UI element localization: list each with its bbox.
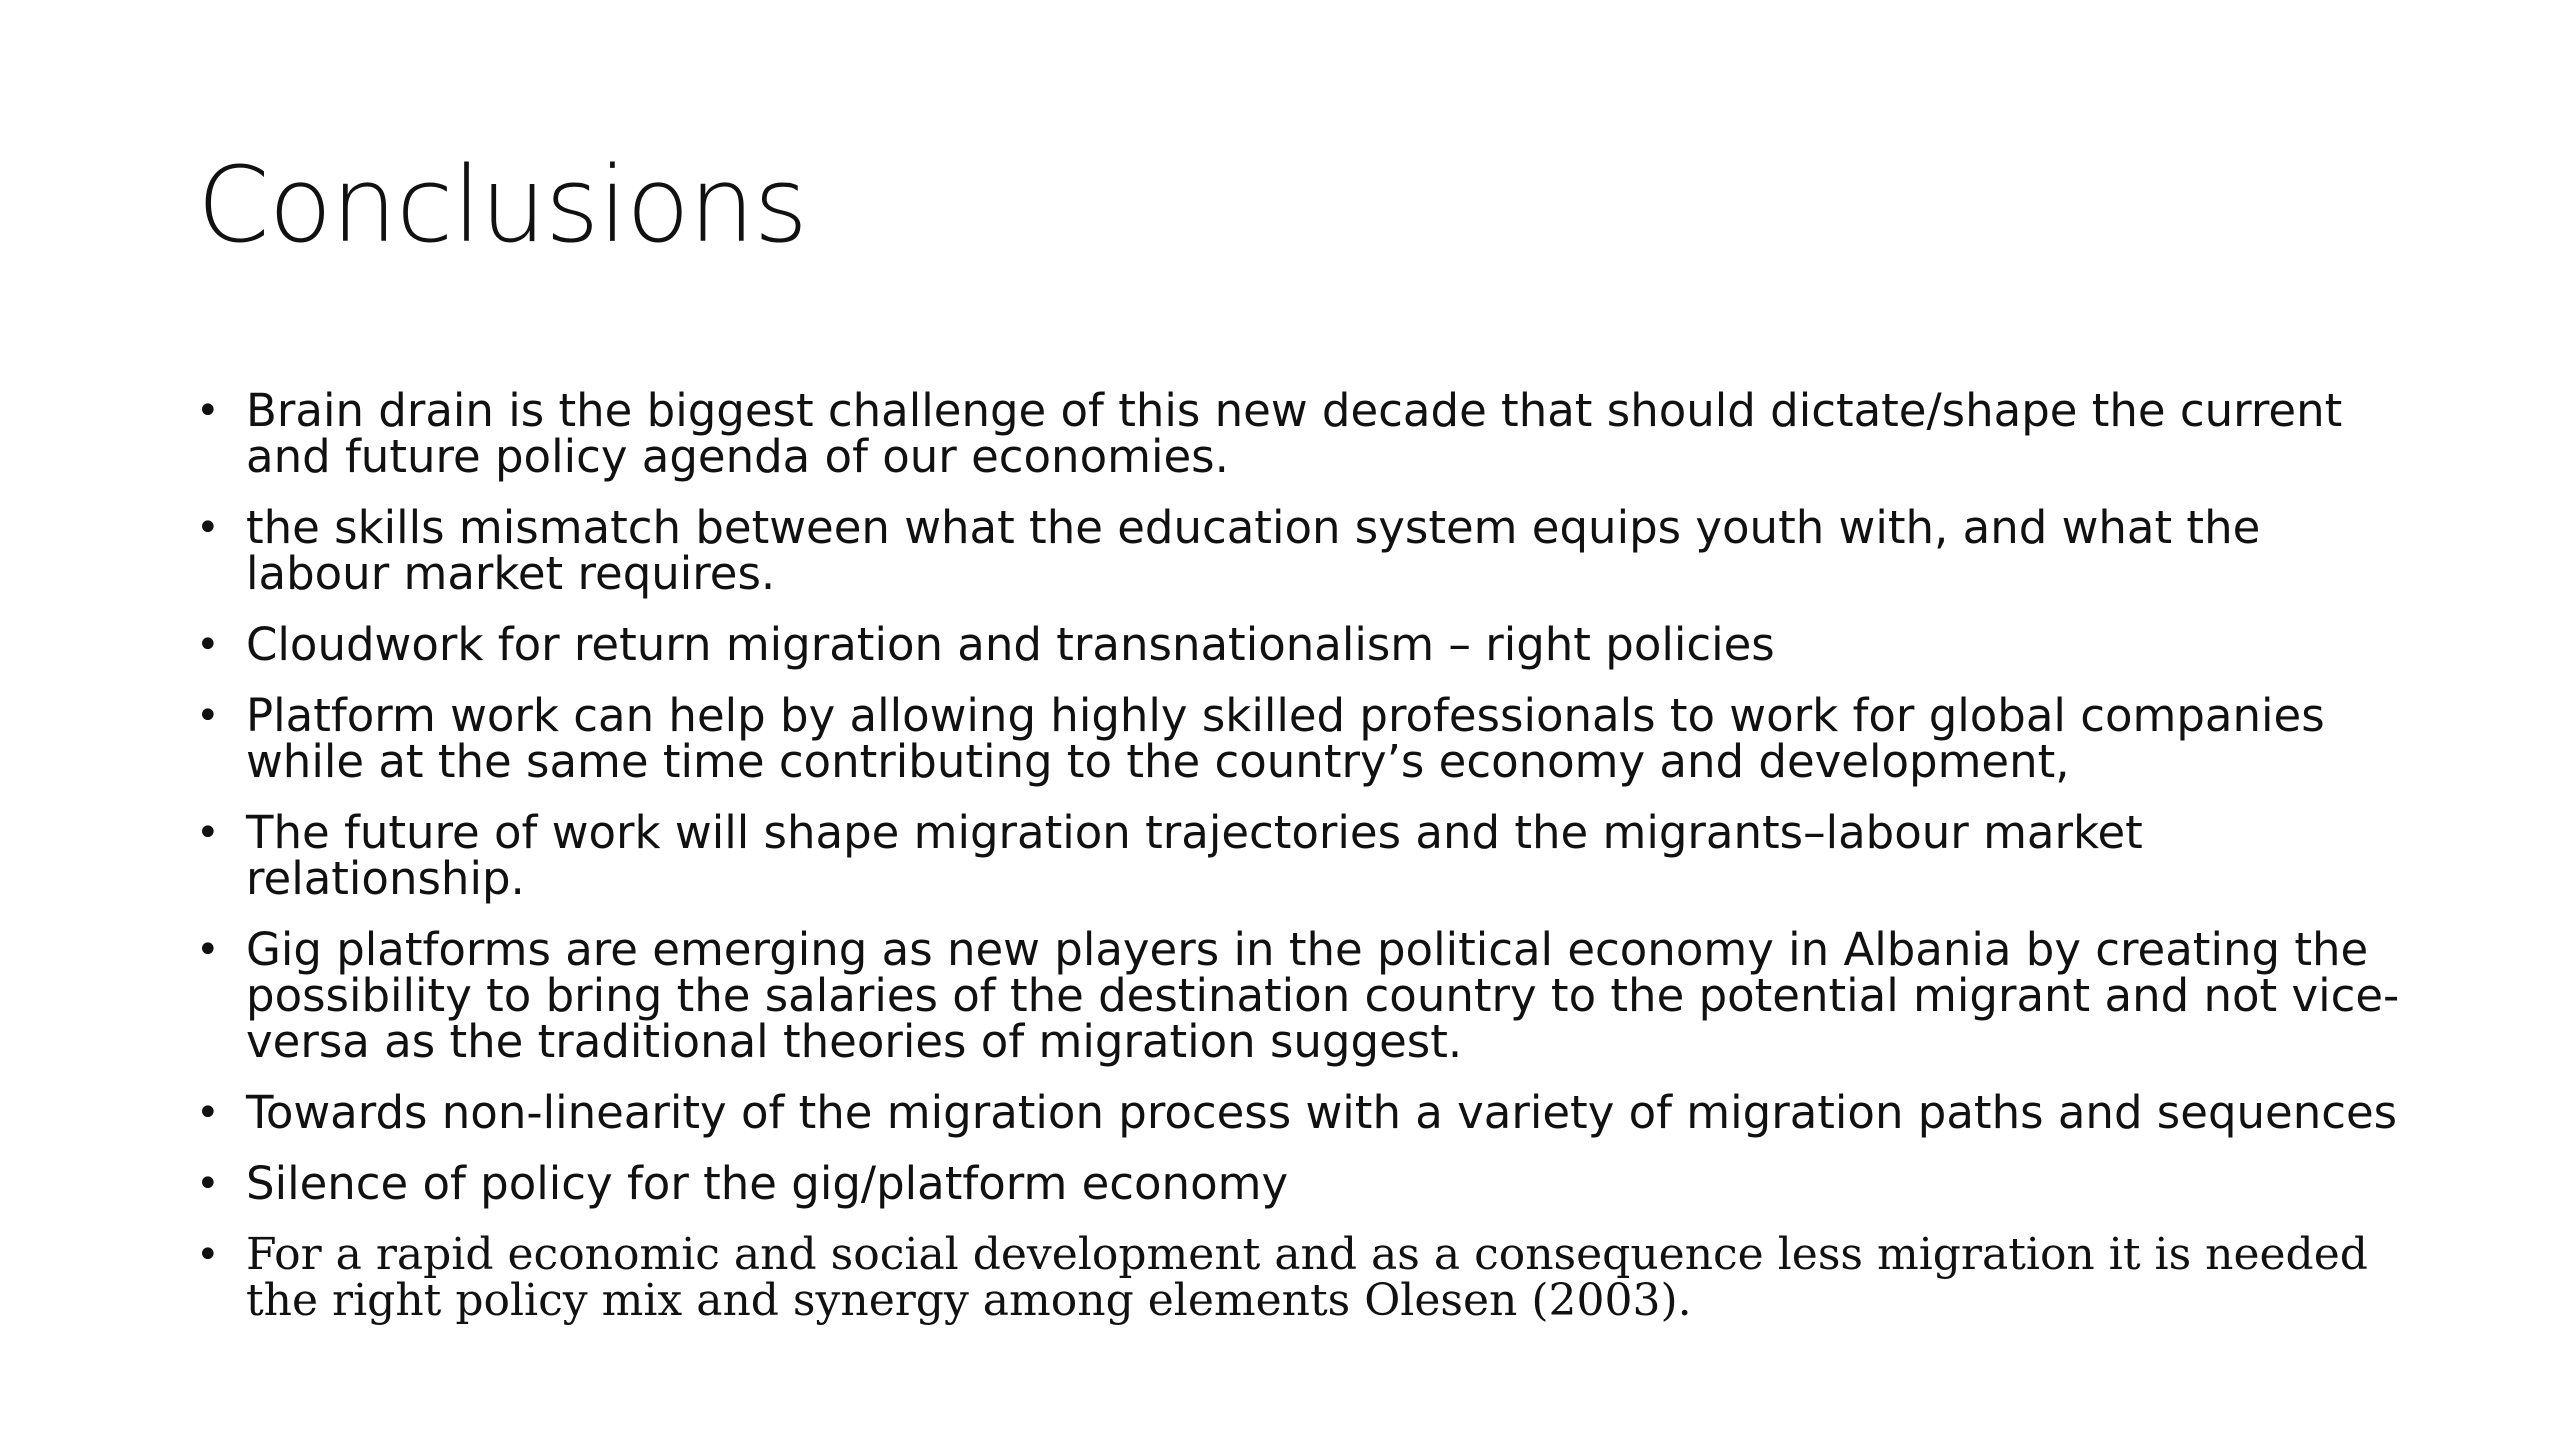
bullet-item [196, 689, 2406, 788]
bullet-item [196, 806, 2406, 905]
bullet-item [196, 1086, 2406, 1139]
bullet-text: Gig platforms are emerging as new players in the political economy in Albania by creating the possibility to bring the salaries of the destination country to the potential migrant and not vice-versa as the traditional theories of migration suggest. [246, 923, 2400, 1068]
bullet-icon: • [196, 810, 220, 856]
bullet-icon: • [196, 1232, 220, 1278]
bullet-text: Brain drain is the biggest challenge of this new decade that should dictate/shape the current and future policy agenda of our economies. [246, 384, 2343, 483]
bullet-text: The future of work will shape migration trajectories and the migrants–labour market relationship. [246, 806, 2143, 905]
bullet-text: Platform work can help by allowing highly skilled professionals to work for global companies while at the same time contributing to the country’s economy and development, [246, 689, 2325, 788]
bullet-list [196, 384, 2406, 1349]
bullet-text: the skills mismatch between what the education system equips youth with, and what the labour market requires. [246, 501, 2261, 600]
slide-title: Conclusions [197, 144, 807, 266]
bullet-text: Towards non-linearity of the migration process with a variety of migration paths and sequences [246, 1086, 2398, 1139]
bullet-icon: • [196, 388, 220, 434]
bullet-text: Cloudwork for return migration and transnationalism – right policies [246, 618, 1775, 671]
bullet-icon: • [196, 1090, 220, 1136]
bullet-item [196, 618, 2406, 671]
bullet-item [196, 1157, 2406, 1210]
bullet-text: Silence of policy for the gig/platform economy [246, 1157, 1289, 1210]
bullet-text: For a rapid economic and social development and as a consequence less migration it is needed the right policy mix and synergy among elements Olesen (2003). [246, 1229, 2368, 1326]
bullet-item [196, 1229, 2406, 1326]
bullet-icon: • [196, 505, 220, 551]
bullet-item [196, 384, 2406, 483]
bullet-icon: • [196, 927, 220, 973]
bullet-icon: • [196, 1161, 220, 1207]
bullet-icon: • [196, 693, 220, 739]
bullet-item [196, 923, 2406, 1068]
bullet-item [196, 501, 2406, 600]
bullet-icon: • [196, 622, 220, 668]
